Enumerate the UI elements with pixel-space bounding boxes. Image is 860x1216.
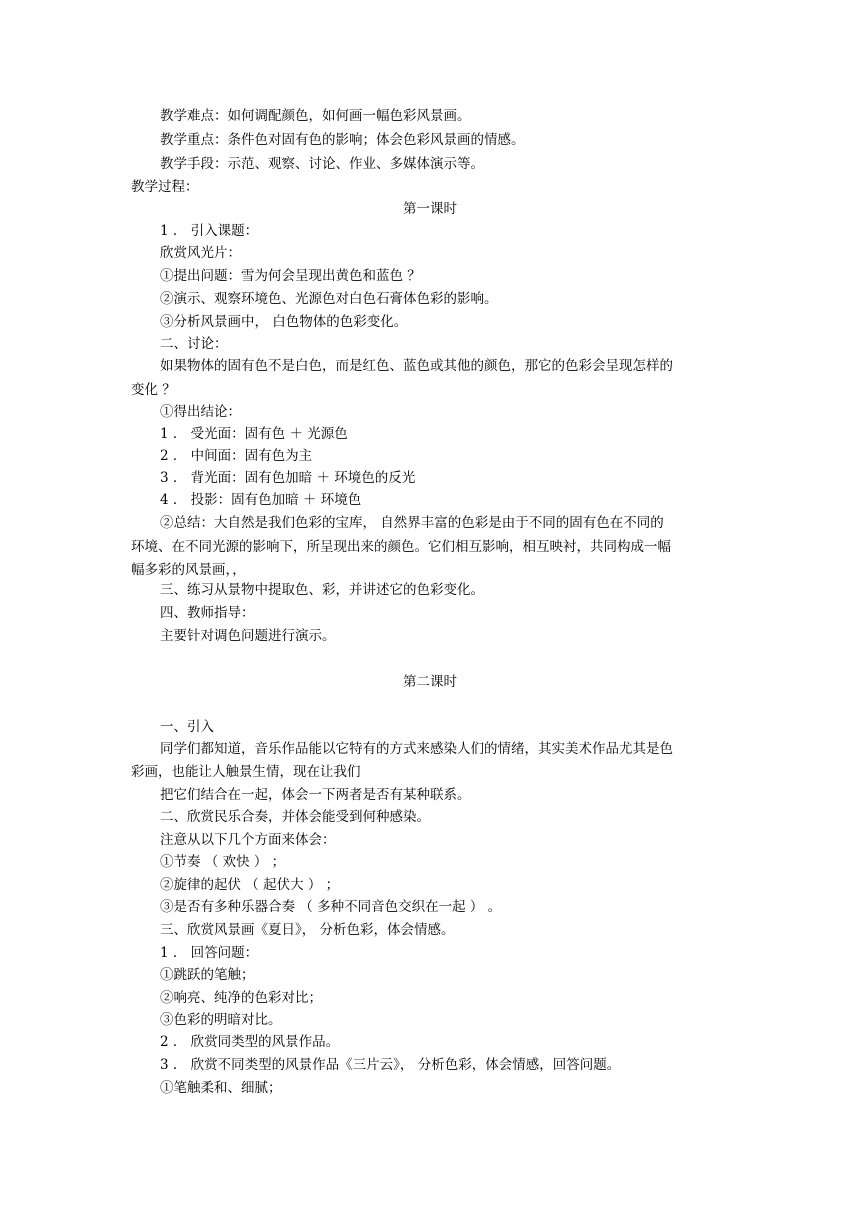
- text-line: 3 ． 背光面：固有色加暗 ＋ 环境色的反光: [160, 470, 416, 486]
- text-line: ①节奏 （ 欢快 ） ；: [160, 854, 286, 870]
- text-line: 注意从以下几个方面来体会：: [160, 832, 336, 848]
- text-line: 1 ． 引入课题：: [160, 223, 259, 239]
- text-line: ①笔触柔和、细腻；: [160, 1080, 282, 1096]
- text-line: 把它们结合在一起，体会一下两者是否有某种联系。: [160, 787, 471, 803]
- text-line: 同学们都知道，音乐作品能以它特有的方式来感染人们的情绪，其实美术作品尤其是色: [160, 741, 673, 757]
- text-line: ①提出问题：雪为何会呈现出黄色和蓝色 ？: [160, 268, 421, 284]
- text-line: ②响亮、纯净的色彩对比；: [160, 990, 322, 1006]
- section-heading: 第一课时: [403, 201, 457, 217]
- text-line: 3 ． 欣赏不同类型的风景作品《三片云》， 分析色彩，体会情感，回答问题。: [160, 1057, 621, 1073]
- text-line: 幅多彩的风景画，，: [131, 562, 246, 578]
- text-line: 教学手段：示范、观察、讨论、作业、多媒体演示等。: [160, 156, 484, 172]
- text-line: 三、欣赏风景画《夏日》， 分析色彩，体会情感。: [160, 922, 455, 938]
- text-line: 教学过程：: [131, 179, 199, 195]
- text-line: ②演示、观察环境色、光源色对白色石膏体色彩的影响。: [160, 291, 498, 307]
- text-line: ①跳跃的笔触；: [160, 967, 255, 983]
- text-line: 如果物体的固有色不是白色，而是红色、蓝色或其他的颜色，那它的色彩会呈现怎样的: [160, 358, 673, 374]
- text-line: 二、欣赏民乐合奏，并体会能受到何种感染。: [160, 809, 430, 825]
- text-line: 一、引入: [160, 719, 214, 735]
- text-line: 二、讨论：: [160, 336, 228, 352]
- text-line: 教学难点：如何调配颜色，如何画一幅色彩风景画。: [160, 108, 471, 124]
- text-line: 四、教师指导：: [160, 605, 255, 621]
- section-heading: 第二课时: [403, 674, 457, 690]
- text-line: 主要针对调色问题进行演示。: [160, 628, 336, 644]
- text-line: ③色彩的明暗对比。: [160, 1012, 282, 1028]
- text-line: 彩画，也能让人触景生情，现在让我们: [131, 764, 361, 780]
- text-line: ①得出结论：: [160, 404, 241, 420]
- text-line: 变化 ？: [131, 382, 176, 398]
- text-line: ②总结：大自然是我们色彩的宝库， 自然界丰富的色彩是由于不同的固有色在不同的: [160, 515, 664, 531]
- text-line: 三、练习从景物中提取色、彩，并讲述它的色彩变化。: [160, 582, 484, 598]
- text-line: 2 ． 欣赏同类型的风景作品。: [160, 1034, 340, 1050]
- text-line: 4 ． 投影：固有色加暗 ＋ 环境色: [160, 492, 362, 508]
- text-line: ②旋律的起伏 （ 起伏大 ） ；: [160, 877, 340, 893]
- text-line: ③是否有多种乐器合奏 （ 多种不同音色交织在一起 ） 。: [160, 899, 502, 915]
- text-line: 1 ． 受光面：固有色 ＋ 光源色: [160, 426, 348, 442]
- text-line: 教学重点：条件色对固有色的影响；体会色彩风景画的情感。: [160, 132, 525, 148]
- text-line: 2 ． 中间面：固有色为主: [160, 448, 313, 464]
- text-line: 欣赏风光片：: [160, 245, 241, 261]
- text-line: ③分析风景画中， 白色物体的色彩变化。: [160, 314, 408, 330]
- text-line: 1 ． 回答问题：: [160, 945, 259, 961]
- text-line: 环境、在不同光源的影响下，所呈现出来的颜色。它们相互影响，相互映衬，共同构成一幅: [131, 539, 671, 555]
